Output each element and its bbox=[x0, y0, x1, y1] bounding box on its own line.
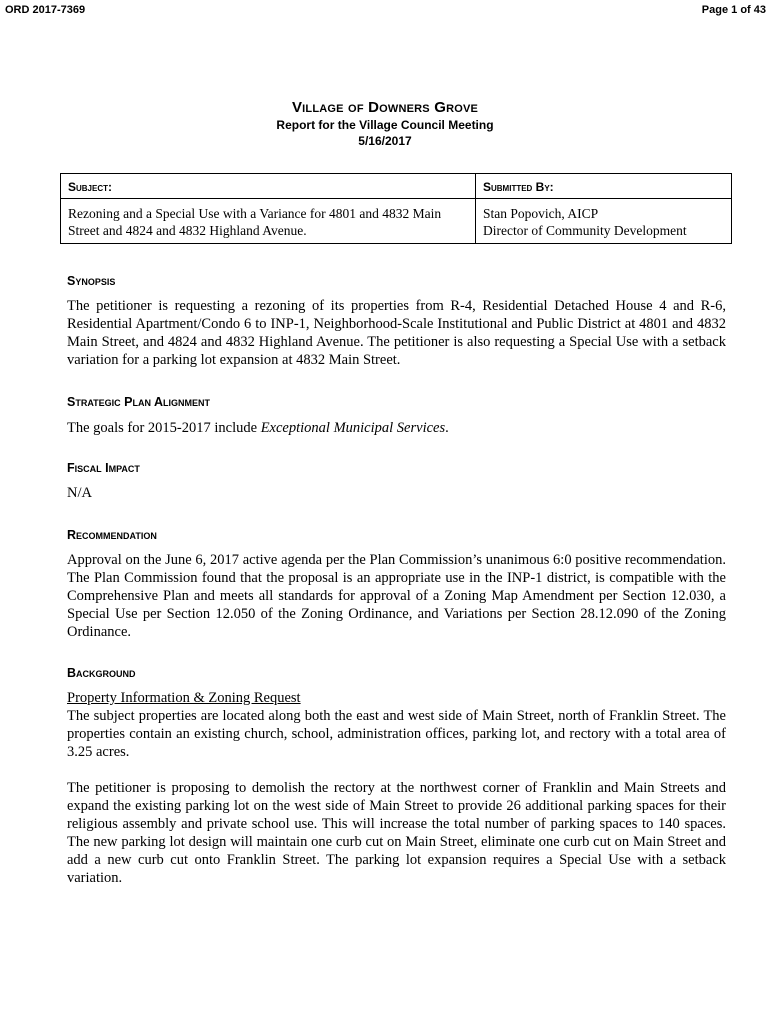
background-subheading: Property Information & Zoning Request bbox=[67, 690, 301, 706]
submitter-name: Stan Popovich, AICP bbox=[483, 206, 599, 221]
synopsis-heading: Synopsis bbox=[67, 274, 116, 288]
subject-table bbox=[60, 173, 732, 244]
strategic-body-suffix: . bbox=[445, 420, 449, 436]
recommendation-body: Approval on the June 6, 2017 active agenda per the Plan Commission’s unanimous 6:0 positive recommendation. The Plan Commission found that the proposal is an appropriate use in the INP-1 district, is compatible with the Comprehensive Plan and meets all standards for approval of a Zoning Map Amendment per Section 12.030, a Special Use per Section 12.050 of the Zoning Ordinance, and Variations per Section 28.12.090 of the Zoning Ordinance. bbox=[67, 552, 726, 640]
meeting-date: 5/16/2017 bbox=[358, 134, 412, 148]
submitter-title: Director of Community Development bbox=[483, 223, 687, 238]
document-number: ORD 2017-7369 bbox=[5, 4, 86, 16]
subject-label: Subject: bbox=[61, 174, 476, 199]
recommendation-heading: Recommendation bbox=[67, 528, 157, 542]
strategic-plan-heading: Strategic Plan Alignment bbox=[67, 395, 211, 409]
subject-text: Rezoning and a Special Use with a Variance for 4801 and 4832 Main Street and 4824 and 4832 Highland Avenue. bbox=[61, 199, 476, 244]
background-paragraph-2: The petitioner is proposing to demolish the rectory at the northwest corner of Franklin and Main Streets and expand the existing parking lot on the west side of Main Street to provide 26 additional parking spaces for their religious assembly and private school use. This will increase the total number of parking spaces to 140 spaces. The new parking lot design will maintain one curb cut on Main Street, eliminate one curb cut on Main Street and add a new curb cut onto Franklin Street. The parking lot expansion requires a Special Use with a setback variation. bbox=[67, 780, 726, 886]
organization-title: Village of Downers Grove bbox=[291, 99, 479, 116]
fiscal-impact-heading: Fiscal Impact bbox=[67, 461, 140, 475]
strategic-plan-body bbox=[67, 419, 726, 437]
synopsis-body: The petitioner is requesting a rezoning of its properties from R-4, Residential Detached House 4 and R-6, Residential Apartment/Condo 6 to INP-1, Neighborhood-Scale Institutional and Public District at 4801 and 4832 Main Street, and 4824 and 4832 Highland Avenue. The petitioner is also requesting a Special Use with a setback variation for a parking lot expansion at 4832 Main Street. bbox=[67, 298, 726, 368]
fiscal-impact-body: N/A bbox=[67, 485, 92, 501]
submitted-by-label: Submitted By: bbox=[476, 174, 732, 199]
strategic-body-emphasis: Exceptional Municipal Services bbox=[260, 420, 446, 436]
submitter-cell bbox=[476, 199, 732, 244]
report-subtitle: Report for the Village Council Meeting bbox=[276, 118, 494, 132]
page-indicator: Page 1 of 43 bbox=[701, 4, 766, 16]
report-title-block bbox=[0, 99, 770, 149]
background-heading: Background bbox=[67, 666, 136, 680]
strategic-body-prefix: The goals for 2015-2017 include bbox=[67, 420, 261, 436]
background-paragraph-1: The subject properties are located along both the east and west side of Main Street, north of Franklin Street. The properties contain an existing church, school, administration offices, parking lot, and rectory with a total area of 3.25 acres. bbox=[67, 708, 726, 760]
